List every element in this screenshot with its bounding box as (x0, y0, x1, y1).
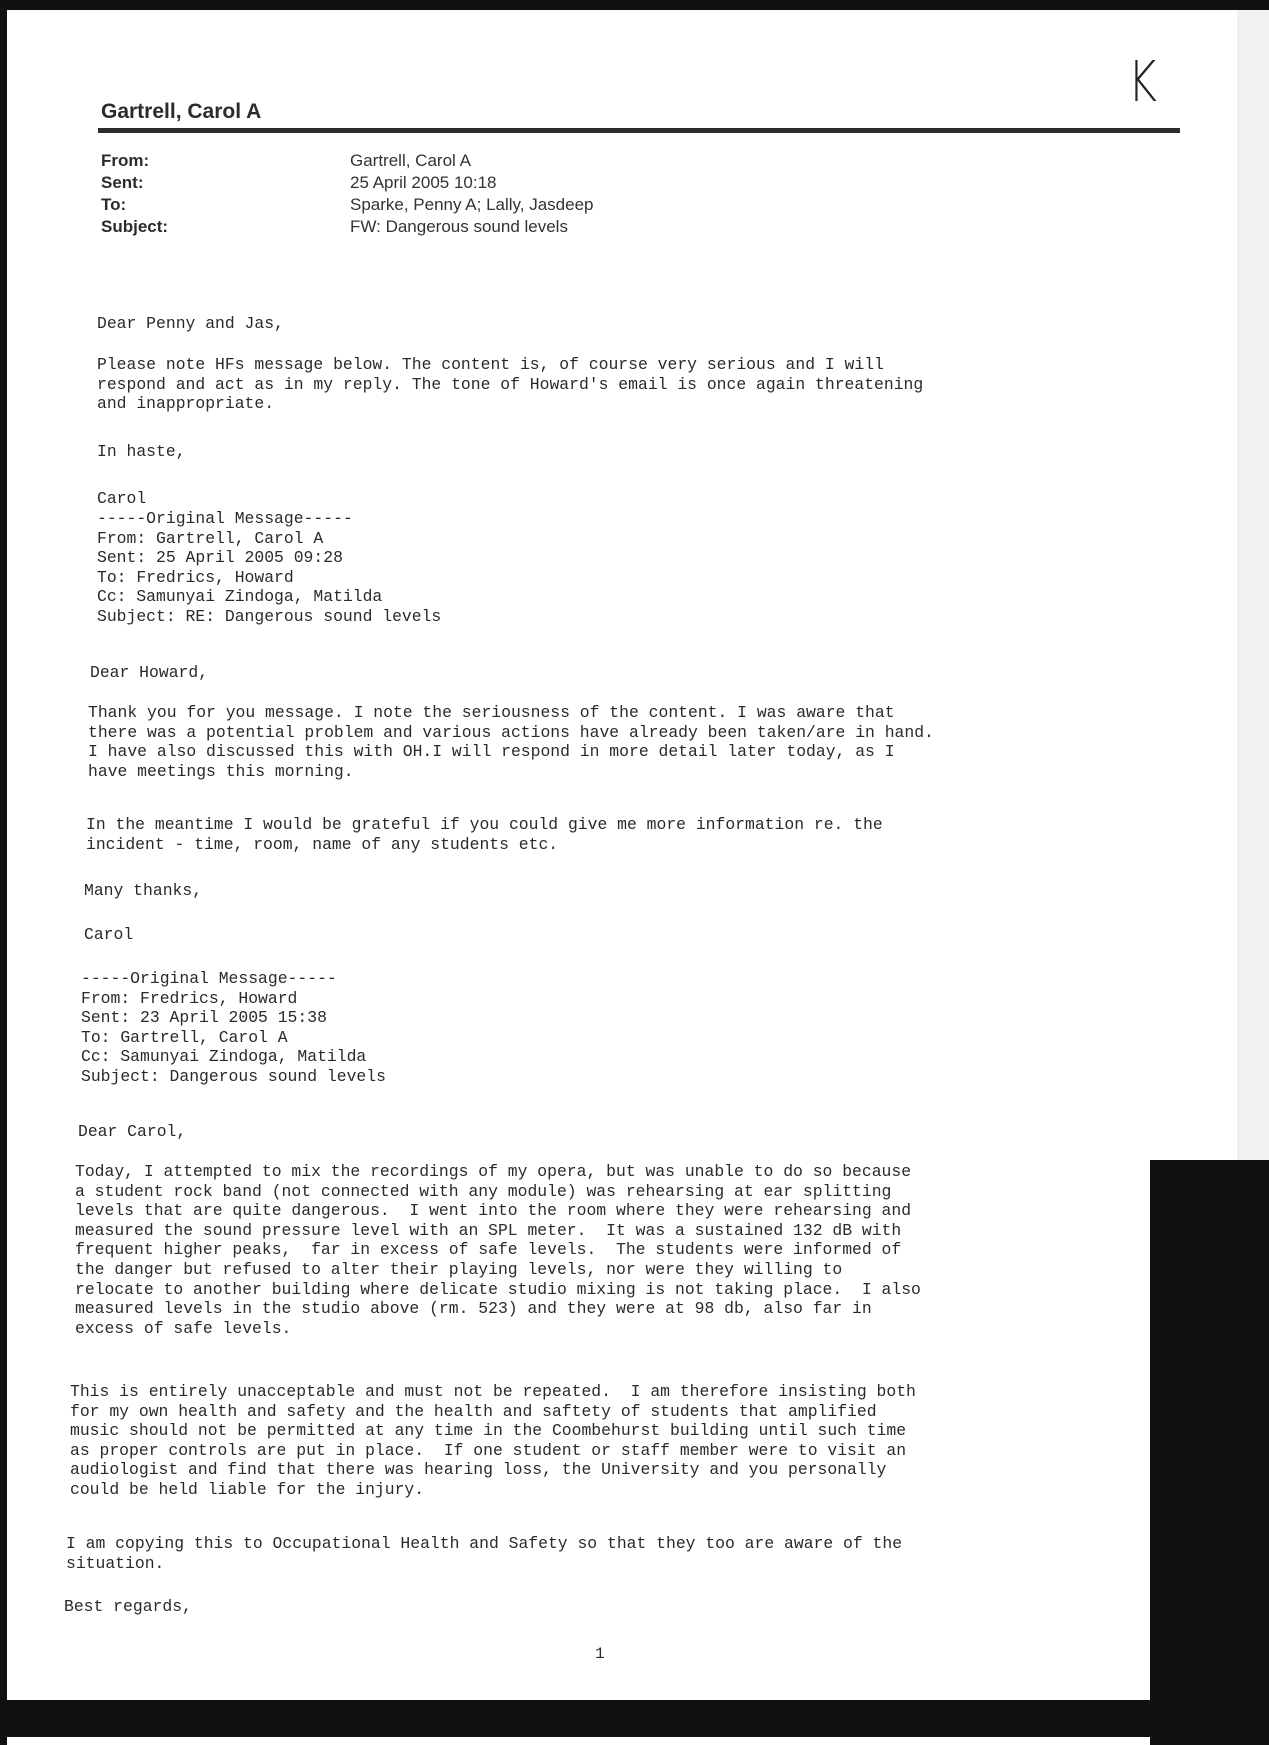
meta-value: Gartrell, Carol A (350, 151, 471, 170)
paragraph-unacceptable: This is entirely unacceptable and must not be repeated. I am therefore insisting both for my own health and safety and the health and saftety of students that amplified music should not be permitted at any time in the Coombehurst building until such time as proper controls are put in place. If one student or staff member were to visit an audiologist and find that there was hearing loss, the University and you personally could be held liable for the injury. (70, 1382, 916, 1499)
meta-value: Sparke, Penny A; Lally, Jasdeep (350, 195, 594, 214)
scan-shadow-bottom (0, 1700, 1269, 1737)
meta-label: Sent: (101, 173, 144, 192)
paragraph-reply: Thank you for you message. I note the seriousness of the content. I was aware that there was a potential problem and various actions have already been taken/are in hand. I have also discussed this with OH.I will respond in more detail later today, as I have meetings this morning. (88, 703, 934, 781)
meta-value: 25 April 2005 10:18 (350, 173, 497, 192)
scan-edge-left (0, 0, 7, 1745)
original-message-header-1: -----Original Message----- From: Gartrell, Carol A Sent: 25 April 2005 09:28 To: Fredrics, Howard Cc: Samunyai Zindoga, Matilda Subject: RE: Dangerous sound levels (97, 509, 442, 626)
meta-subject (101, 216, 594, 238)
in-haste: In haste, (97, 442, 186, 461)
meta-label: Subject: (101, 217, 169, 236)
meta-value: FW: Dangerous sound levels (350, 217, 568, 236)
header-divider (98, 128, 1180, 133)
email-metadata (101, 150, 594, 238)
email-owner-name: Gartrell, Carol A (101, 100, 262, 123)
greeting-howard: Dear Howard, (90, 663, 209, 682)
scan-shadow-right (1150, 1160, 1269, 1745)
original-message-header-2: -----Original Message----- From: Fredrics, Howard Sent: 23 April 2005 15:38 To: Gartrell, Carol A Cc: Samunyai Zindoga, Matilda Subject: Dangerous sound levels (81, 969, 386, 1086)
many-thanks: Many thanks, (84, 881, 203, 900)
paragraph-copying: I am copying this to Occupational Health and Safety so that they too are aware of the situation. (66, 1534, 903, 1573)
scan-edge-top (0, 0, 1269, 10)
paragraph-meantime: In the meantime I would be grateful if you could give me more information re. the incident - time, room, name of any students etc. (86, 815, 883, 854)
greeting-penny-jas: Dear Penny and Jas, (97, 314, 284, 333)
closing-best-regards: Best regards, (64, 1597, 192, 1616)
handwritten-mark: K (1127, 50, 1158, 115)
meta-sent (101, 172, 594, 194)
meta-label: From: (101, 151, 150, 170)
paragraph-incident: Today, I attempted to mix the recordings of my opera, but was unable to do so because a student rock band (not connected with any module) was rehearsing at ear splitting levels that are quite dangerous. I went into the room where they were rehearsing and measured the sound pressure level with an SPL meter. It was a sustained 132 dB with frequent higher peaks, far in excess of safe levels. The students were informed of the danger but refused to alter their playing levels, nor were they willing to relocate to another building where delicate studio mixing is not taking place. I also measured levels in the studio above (rm. 523) and they were at 98 db, also far in excess of safe levels. (75, 1162, 921, 1338)
signature-carol-2: Carol (84, 925, 134, 944)
greeting-carol: Dear Carol, (78, 1122, 187, 1141)
paragraph-note: Please note HFs message below. The content is, of course very serious and I will respond and act as in my reply. The tone of Howard's email is once again threatening and inappropriate. (97, 355, 924, 414)
meta-label: To: (101, 195, 127, 214)
meta-from (101, 150, 594, 172)
meta-to (101, 194, 594, 216)
signature-carol: Carol (97, 489, 147, 508)
page-number: 1 (595, 1645, 605, 1663)
scan-edge-right (1237, 10, 1269, 1160)
